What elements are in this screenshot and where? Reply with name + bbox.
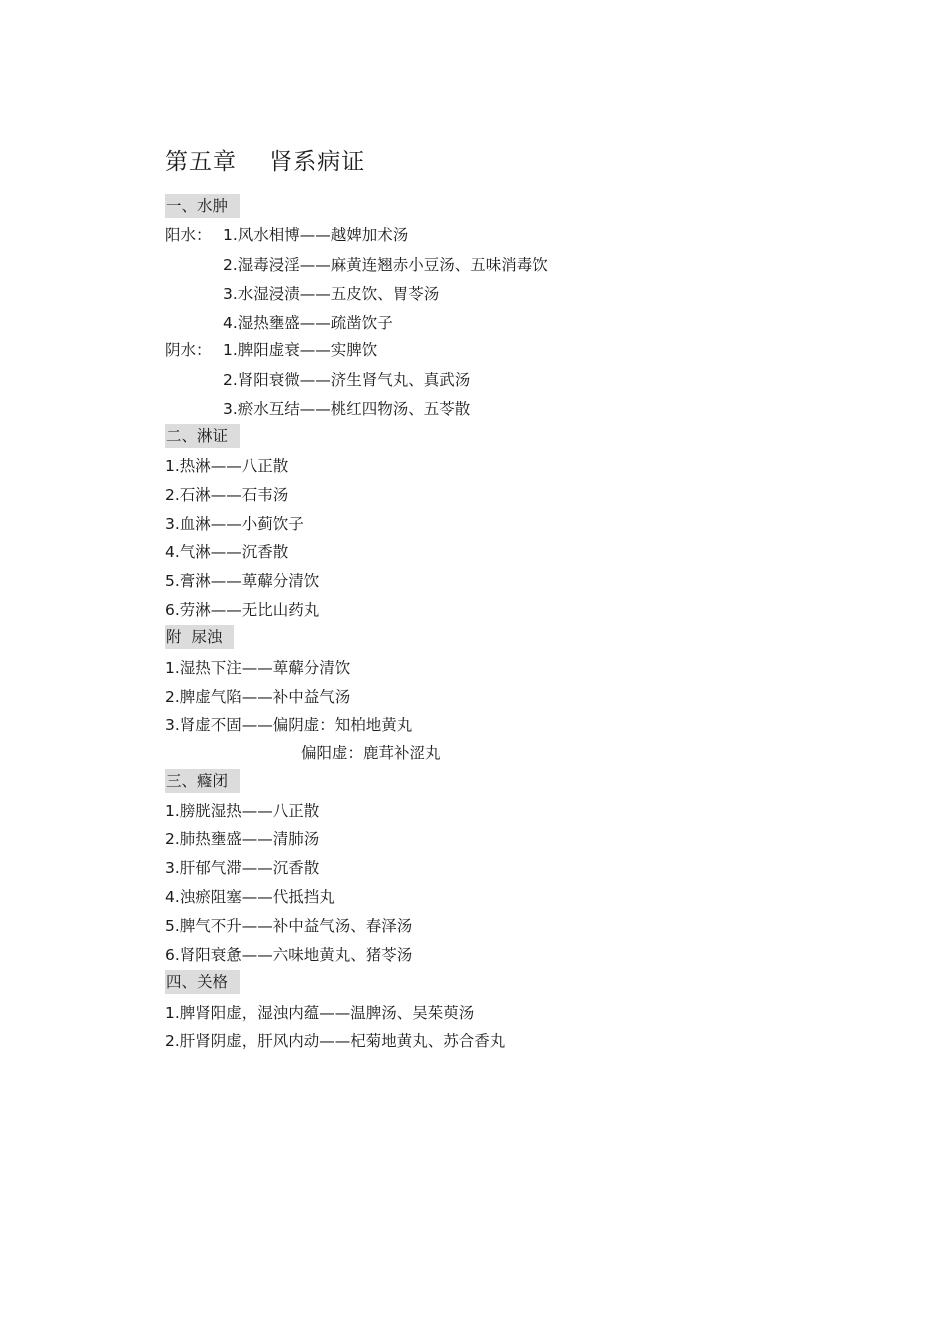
list-item: 4.湿热壅盛——疏凿饮子 [223, 314, 393, 332]
list-item: 3.肾虚不固——偏阴虚：知柏地黄丸 [165, 716, 413, 734]
yin-water-label: 阴水： [165, 341, 212, 359]
list-item: 5.膏淋——萆薢分清饮 [165, 572, 320, 590]
list-item: 2.肾阳衰微——济生肾气丸、真武汤 [223, 371, 471, 389]
list-item: 2.石淋——石韦汤 [165, 486, 289, 504]
list-item: 5.脾气不升——补中益气汤、春泽汤 [165, 917, 413, 935]
list-item: 3.瘀水互结——桃红四物汤、五苓散 [223, 400, 471, 418]
list-item: 4.浊瘀阻塞——代抵挡丸 [165, 888, 335, 906]
list-item: 1.热淋——八正散 [165, 457, 289, 475]
list-item: 3.水湿浸渍——五皮饮、胃苓汤 [223, 285, 440, 303]
yang-water-label: 阳水： [165, 226, 212, 244]
list-item: 1.脾阳虚衰——实脾饮 [223, 341, 378, 359]
chapter-title: 第五章 肾系病证 [165, 149, 366, 175]
list-item: 4.气淋——沉香散 [165, 543, 289, 561]
section-heading-guange: 四、关格 [165, 970, 240, 994]
list-item: 1.膀胱湿热——八正散 [165, 802, 320, 820]
list-item: 2.脾虚气陷——补中益气汤 [165, 688, 351, 706]
section-heading-turbid-urine: 附 尿浊 [165, 625, 234, 649]
list-item: 6.肾阳衰惫——六味地黄丸、猪苓汤 [165, 946, 413, 964]
section-heading-stranguria: 二、淋证 [165, 424, 240, 448]
list-item: 1.湿热下注——萆薢分清饮 [165, 659, 351, 677]
list-item: 2.湿毒浸淫——麻黄连翘赤小豆汤、五味消毒饮 [223, 256, 548, 274]
section-heading-retention: 三、癃闭 [165, 769, 240, 793]
list-item: 6.劳淋——无比山药丸 [165, 601, 320, 619]
list-item: 1.风水相博——越婢加术汤 [223, 226, 409, 244]
section-heading-edema: 一、水肿 [165, 194, 240, 218]
list-item: 3.血淋——小蓟饮子 [165, 515, 304, 533]
list-item: 2.肝肾阴虚，肝风内动——杞菊地黄丸、苏合香丸 [165, 1032, 506, 1050]
list-item: 1.脾肾阳虚，湿浊内蕴——温脾汤、吴茱萸汤 [165, 1004, 475, 1022]
list-item: 3.肝郁气滞——沉香散 [165, 859, 320, 877]
list-sub-item: 偏阳虚：鹿茸补涩丸 [301, 744, 441, 762]
list-item: 2.肺热壅盛——清肺汤 [165, 830, 320, 848]
